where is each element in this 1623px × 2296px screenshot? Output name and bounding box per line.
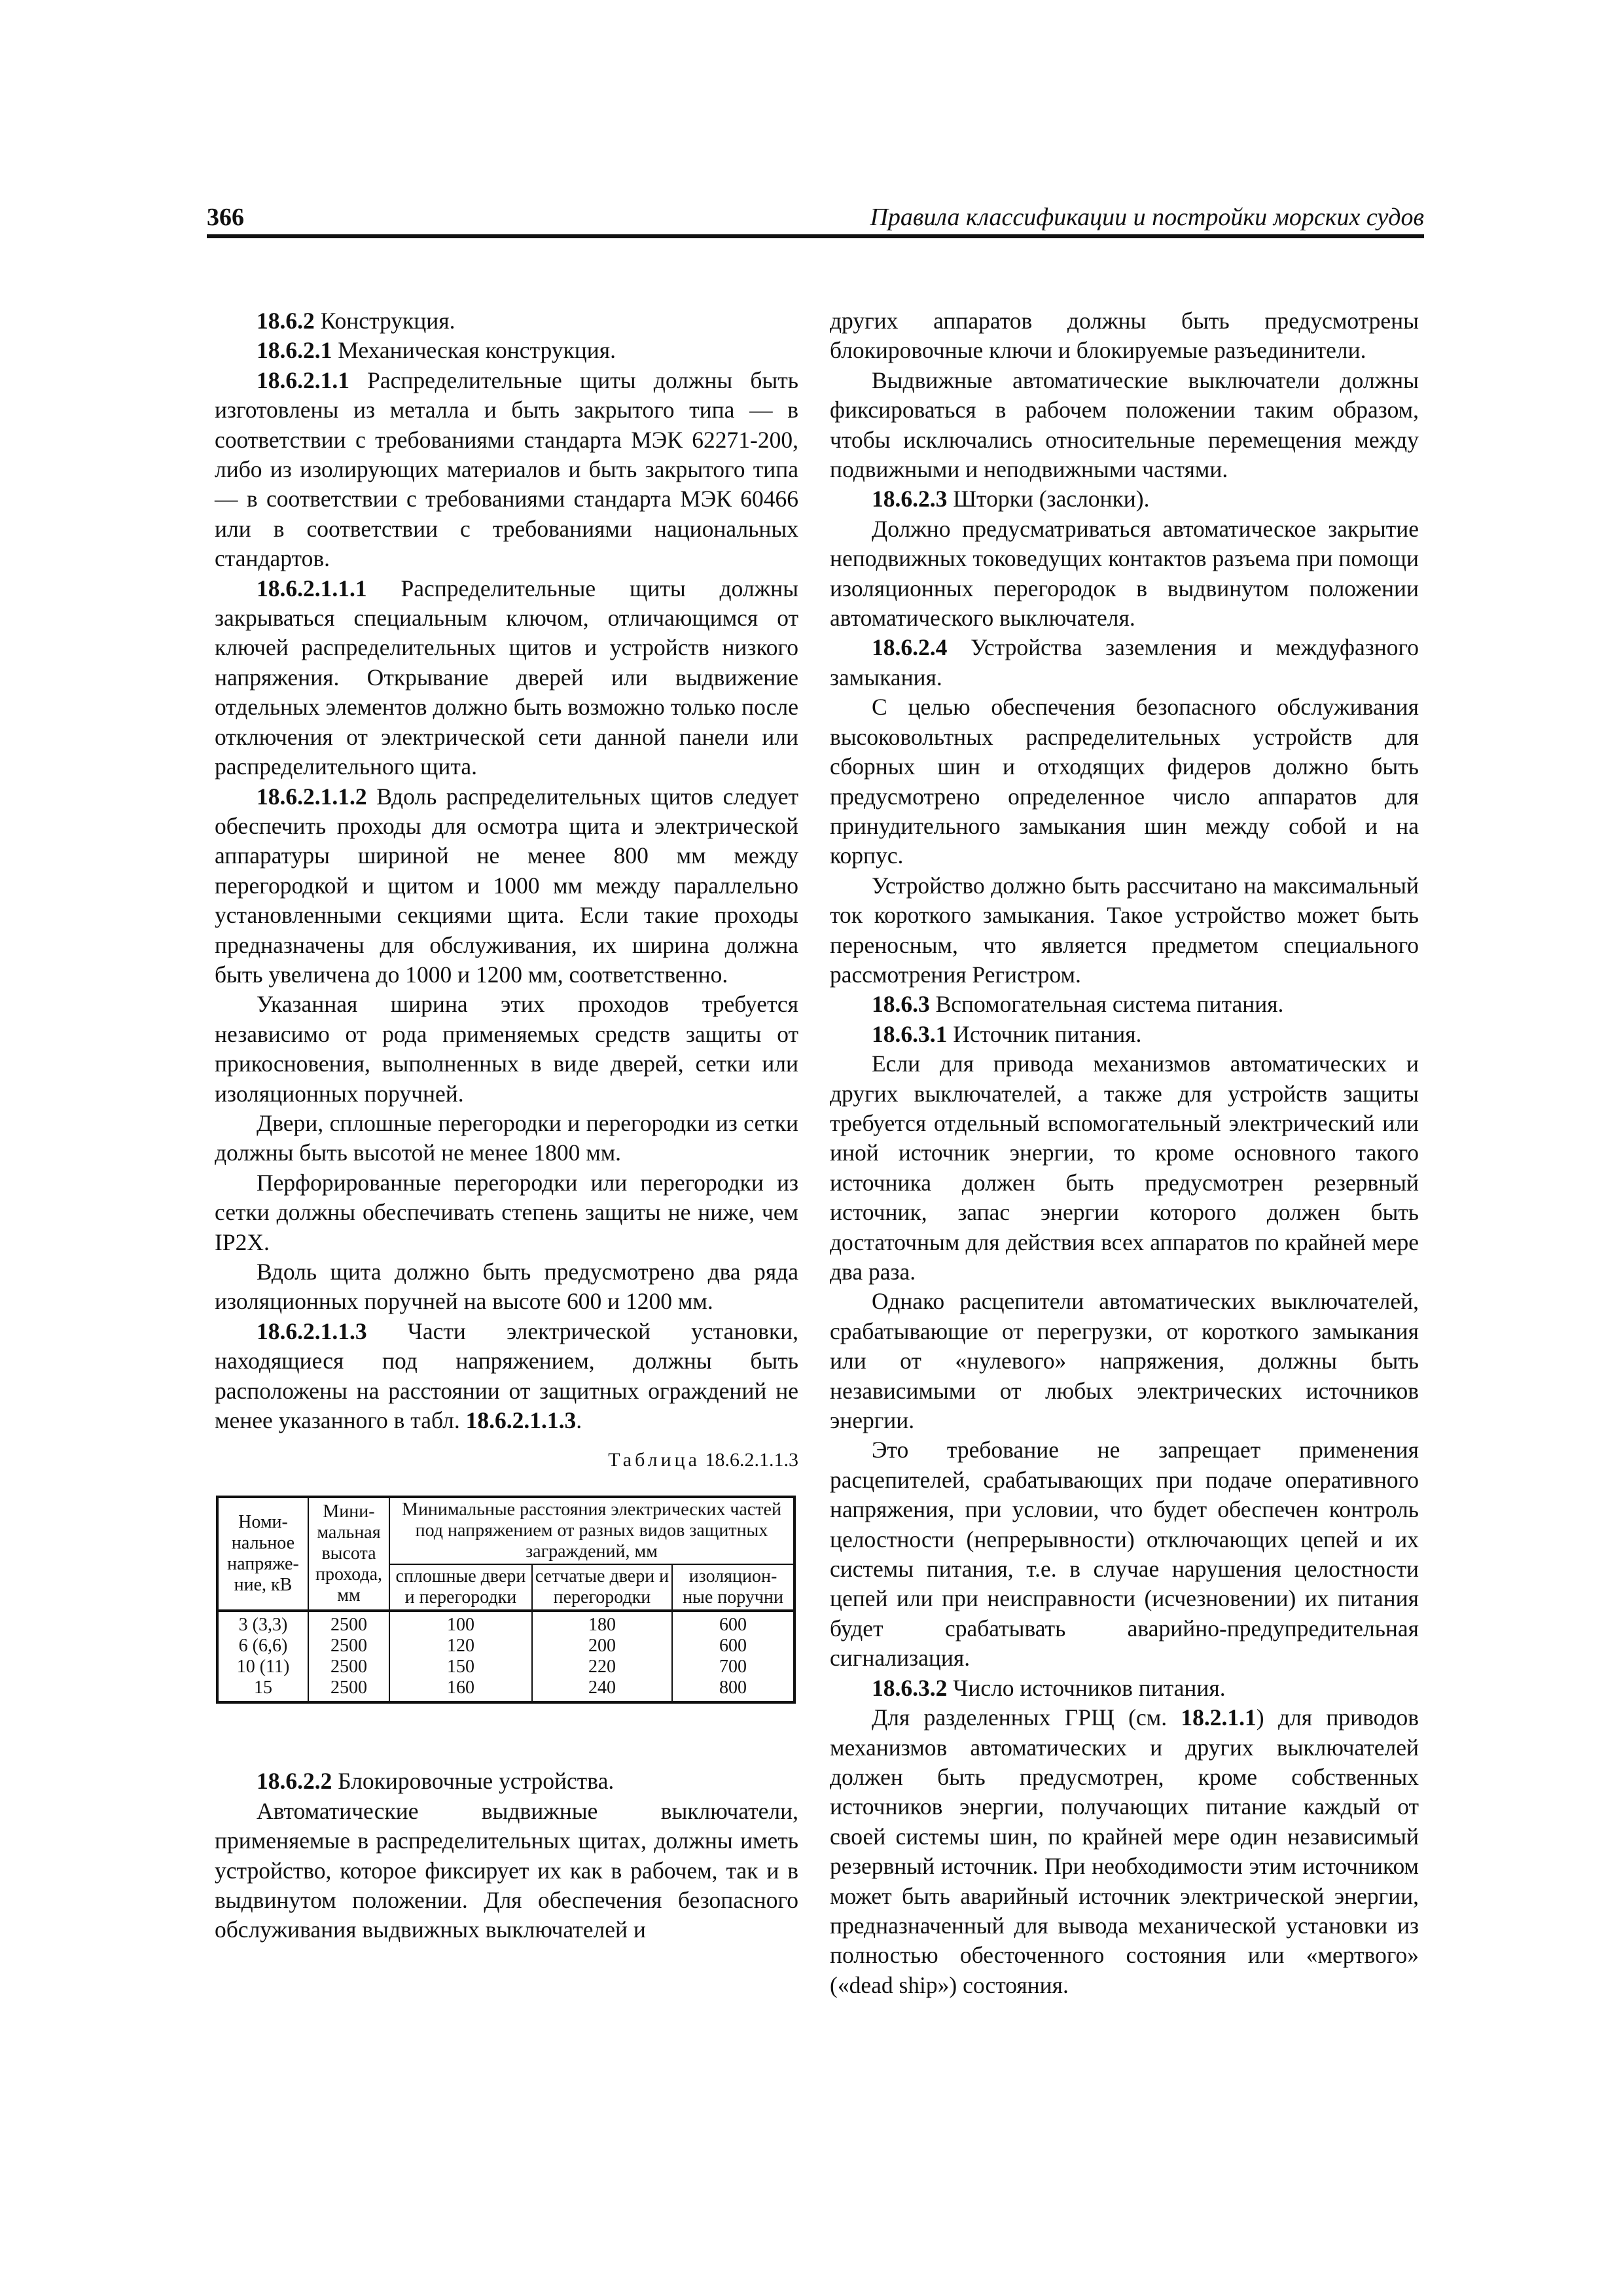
section-number: 18.6.3 [872,991,930,1018]
section-number: 18.6.2.1.1.2 [257,783,367,810]
paragraph: Указанная ширина этих проходов требуется независимо от рода применяемых средств защиты от прикосновения, выполненных в виде дверей, сетки или изоляционных поручней. [215,991,798,1107]
subsection-heading: 18.6.3.2 Число источников питания. [872,1674,1226,1701]
subsection-heading: 18.6.2.1 Механическая конструкция. [257,337,616,364]
header-solid-doors: сплошные двери и перегородки [389,1564,532,1611]
paragraph: Устройство должно быть рассчитано на максимальный ток короткого замыкания. Такое устройство может быть переносным, что является предметом специального рассмотрения Регистром. [830,872,1419,988]
subsection-heading: 18.6.2.2 Блокировочные устройства. [257,1768,615,1795]
paragraph: 18.6.2.1.1.2 Вдоль распределительных щитов следует обеспечить проходы для осмотра щита и электрической аппаратуры шириной не менее 800 мм между перегородкой и щитом и 1000 мм между параллельно установленными секциями щита. Если такие проходы предназначены для обслуживания, их ширина должна быть увеличена до 1000 и 1200 мм, соответственно. [215,783,798,988]
section-number: 18.6.2.2 [257,1768,332,1795]
section-reference: 18.2.1.1 [1181,1704,1257,1731]
paragraph: 18.6.2.1.1 Распределительные щиты должны быть изготовлены из металла и быть закрытого типа — в соответствии с требованиями стандарта МЭК 62271-200, либо из изолирующих материалов и быть закрытого типа — в соответствии с требованиями стандарта МЭК 60466 или в соответствии с требованиями национальных стандартов. [215,367,798,572]
paragraph: Перфорированные перегородки или перегородки из сетки должны обеспечивать степень защиты не ниже, чем IP2X. [215,1169,798,1255]
paragraph: Однако расцепители автоматических выключателей, срабатывающие от перегрузки, от короткого замыкания или от «нулевого» напряжения, должны быть независимыми от любых электрических источников энергии. [830,1288,1419,1434]
paragraph: С целью обеспечения безопасного обслуживания высоковольтных распределительных устройств для сборных шин и отходящих фидеров должно быть предусмотрено определенное число аппаратов для принудительного замыкания шин между собой и на корпус. [830,694,1419,869]
section-number: 18.6.2.4 [872,634,948,661]
running-title: Правила классификации и постройки морских судов [870,204,1424,231]
paragraph: Двери, сплошные перегородки и перегородки из сетки должны быть высотой не менее 1800 мм. [215,1109,798,1166]
subsection-heading: 18.6.2.4 Устройства заземления и междуфазного замыкания. [830,634,1419,691]
page-header [207,198,1424,238]
table-row: 10 (11) 2500 150 220 700 [217,1657,794,1677]
table-caption: Таблица 18.6.2.1.1.3 [608,1449,798,1471]
paragraph: 18.6.2.1.1.3 Части электрической установки, находящиеся под напряжением, должны быть расположены на расстоянии от защитных ограждений не менее указанного в табл. 18.6.2.1.1.3. [215,1318,798,1434]
table-row: 3 (3,3) 2500 100 180 600 [217,1611,794,1636]
section-number: 18.6.2.1.1.3 [257,1318,367,1344]
subsection-heading: 18.6.3.1 Источник питания. [872,1020,1142,1047]
table-header-row [217,1497,794,1564]
paragraph: Для разделенных ГРЩ (см. 18.2.1.1) для приводов механизмов автоматических и других выключателей должен быть предусмотрен, кроме собственных источников энергии, получающих питание каждый от своей системы шин, по крайней мере один независимый резервный источник. При необходимости этим источником может быть аварийный источник электрической энергии, предназначенный для вывода механической установки из полностью обесточенного состояния или «мертвого» («dead ship») состояния. [830,1704,1419,1998]
section-number: 18.6.2.1 [257,337,332,364]
paragraph: Вдоль щита должно быть предусмотрено два ряда изоляционных поручней на высоте 600 и 1200 мм. [215,1259,798,1315]
table-reference: 18.6.2.1.1.3 [465,1407,577,1434]
header-insulating-rails: изоляцион-ные поручни [672,1564,794,1611]
section-number: 18.6.2.1.1.1 [257,575,367,601]
paragraph: других аппаратов должны быть предусмотрены блокировочные ключи и блокируемые разъединители. [830,308,1419,364]
section-number: 18.6.3.2 [872,1674,948,1701]
paragraph: Автоматические выдвижные выключатели, применяемые в распределительных щитах, должны иметь устройство, которое фиксирует их как в рабочем, так и в выдвинутом положении. Для обеспечения безопасного обслуживания выдвижных выключателей и [215,1797,798,1943]
left-column [215,306,798,1945]
section-heading: 18.6.2 Конструкция. [257,308,455,334]
paragraph: 18.6.2.1.1.1 Распределительные щиты должны закрываться специальным ключом, отличающимся от ключей распределительных щитов и устройств низкого напряжения. Открывание дверей или выдвижение отдельных элементов должно быть возможно только после отключения от электрической сети данной панели или распределительного щита. [215,575,798,780]
section-number: 18.6.2.3 [872,486,948,512]
section-number: 18.6.2.1.1 [257,367,349,393]
paragraph: Должно предусматриваться автоматическое закрытие неподвижных токоведущих контактов разъема при помощи изоляционных перегородок в выдвинутом положении автоматического выключателя. [830,515,1419,632]
header-distances-group: Минимальные расстояния электрических частей под напряжением от разных видов защитных заграждений, мм [389,1497,794,1564]
header-voltage: Номи-нальное напряже-ние, кВ [217,1497,308,1611]
table-row: 6 (6,6) 2500 120 200 600 [217,1636,794,1657]
section-number: 18.6.2 [257,308,315,334]
header-passage-height: Мини-мальная высота прохода, мм [308,1497,389,1611]
section-heading: 18.6.3 Вспомогательная система питания. [872,991,1284,1018]
clearance-table [216,1496,796,1704]
paragraph: Это требование не запрещает применения расцепителей, срабатывающих при подаче оперативного напряжения, при условии, что будет обеспечен контроль целостности (непрерывности) отключающих цепей и их системы питания, т.е. в случае нарушения целостности цепей или при неисправности (исчезновении) их питания будет срабатывать аварийно-предупредительная сигнализация. [830,1437,1419,1672]
subsection-heading: 18.6.2.3 Шторки (заслонки). [872,486,1150,512]
paragraph: Выдвижные автоматические выключатели должны фиксироваться в рабочем положении таким образом, чтобы исключались относительные перемещения между подвижными и неподвижными частями. [830,367,1419,483]
right-column [830,306,1419,2000]
section-number: 18.6.3.1 [872,1020,948,1047]
header-mesh-doors: сетчатые двери и перегородки [532,1564,672,1611]
page-number: 366 [207,204,244,231]
paragraph: Если для привода механизмов автоматических и других выключателей, а также для устройств защиты требуется отдельный вспомогательный электрический или иной источник энергии, то кроме основного такого источника должен быть предусмотрен резервный источник, запас энергии которого должен быть достаточным для действия всех аппаратов по крайней мере два раза. [830,1050,1419,1285]
table-row: 15 2500 160 240 800 [217,1677,794,1702]
